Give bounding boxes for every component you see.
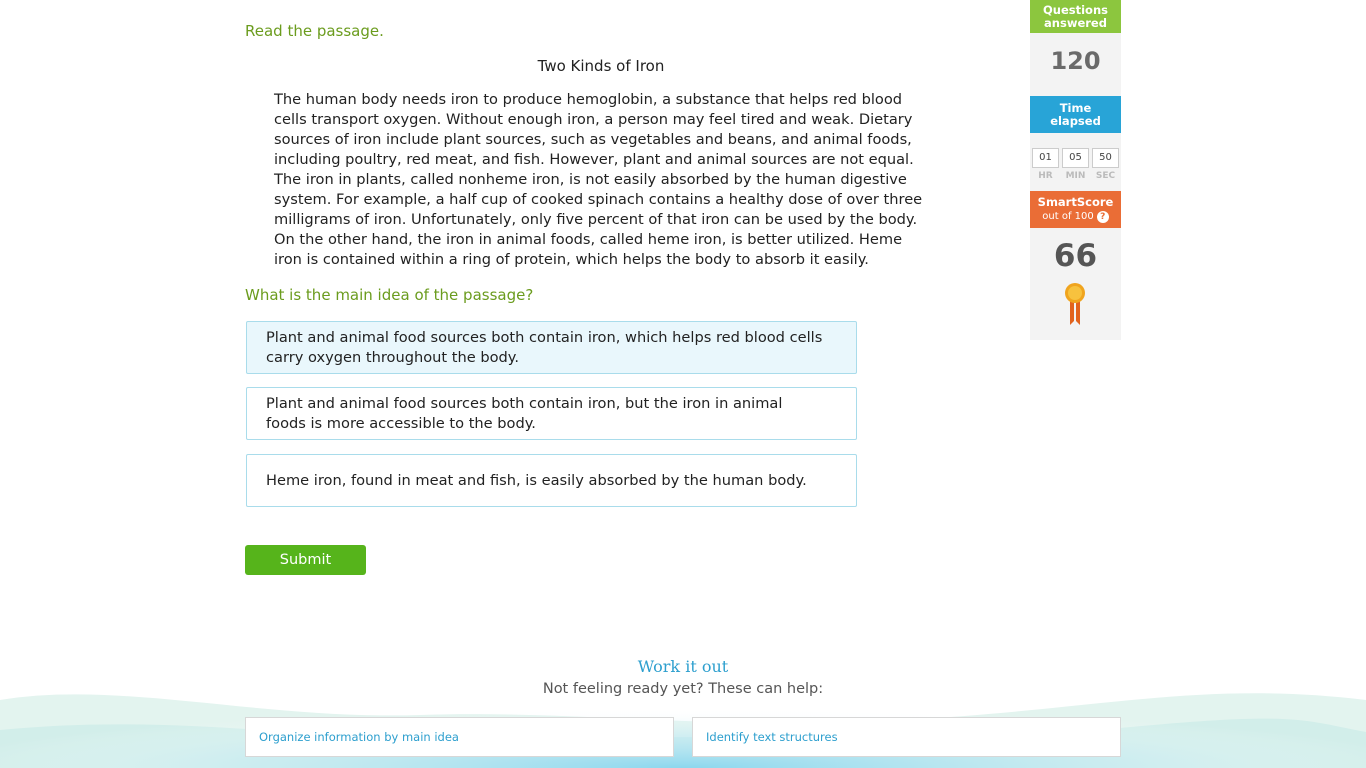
answer-choice-3[interactable] [246,454,857,507]
decorative-wave-background [0,660,1366,768]
work-it-out-subtitle: Not feeling ready yet? These can help: [542,681,824,697]
timer-hours-value: 01 [1032,148,1059,168]
questions-answered-header [1030,0,1121,33]
passage-title: Two Kinds of Iron [537,57,665,75]
timer-seconds [1092,148,1119,181]
help-link-organize-main-idea[interactable]: Organize information by main idea [245,717,674,757]
instruction-text: Read the passage. [245,22,384,40]
questions-answered-count: 120 [1050,47,1101,75]
time-elapsed-header [1030,96,1121,133]
help-link-text-structures[interactable]: Identify text structures [692,717,1121,757]
timer-minutes-value: 05 [1062,148,1089,168]
timer-hours-label: HR [1038,171,1053,181]
timer-minutes-label: MIN [1065,171,1086,181]
timer-hours [1032,148,1059,181]
smartscore-subtitle [1042,210,1108,223]
timer-minutes [1062,148,1089,181]
time-elapsed-label-line2: elapsed [1050,113,1101,128]
smartscore-out-of: out of 100 [1042,211,1094,222]
answer-choice-1[interactable] [246,321,857,374]
progress-sidebar [1030,0,1121,340]
smartscore-header [1030,191,1121,228]
question-circle-icon[interactable]: ? [1097,211,1109,223]
timer-seconds-value: 50 [1092,148,1119,168]
smartscore-label: SmartScore [1037,195,1114,209]
smartscore-value: 66 [1053,238,1098,274]
passage-body: The human body needs iron to produce hemoglobin, a substance that helps red blood cells transport oxygen. Without enough iron, a person may feel tired and weak. Dietary sources of iron include plant sources, such as vegetables and beans, and animal foods, including poultry, red meat, and fish. However, plant and animal sources are not equal. The iron in plants, called nonheme iron, is not easily absorbed by the human digestive system. For example, a half cup of cooked spinach contains a healthy dose of over three milligrams of iron. Unfortunately, only five percent of that iron can be used by the body. On the other hand, the iron in animal foods, called heme iron, is better utilized. Heme iron is contained within a ring of protein, which helps the body to absorb it easily. [274,91,923,268]
answer-choice-text: Plant and animal food sources both contain iron, which helps red blood cells carry oxygen throughout the body. [266,328,823,366]
questions-answered-label-line1: Questions [1043,2,1108,17]
questions-answered-label-line2: answered [1044,15,1107,30]
award-ribbon-icon [1063,282,1087,328]
submit-button[interactable]: Submit [245,545,366,575]
answer-choice-text: Heme iron, found in meat and fish, is easily absorbed by the human body. [266,471,807,489]
work-it-out-title: Work it out [637,657,729,676]
answer-choice-2[interactable] [246,387,857,440]
question-prompt: What is the main idea of the passage? [245,286,534,304]
answer-choice-text: Plant and animal food sources both contain iron, but the iron in animal foods is more accessible to the body. [266,394,783,432]
timer-seconds-label: SEC [1095,171,1116,181]
time-elapsed-timer [1032,148,1119,181]
time-elapsed-label-line1: Time [1059,100,1092,115]
